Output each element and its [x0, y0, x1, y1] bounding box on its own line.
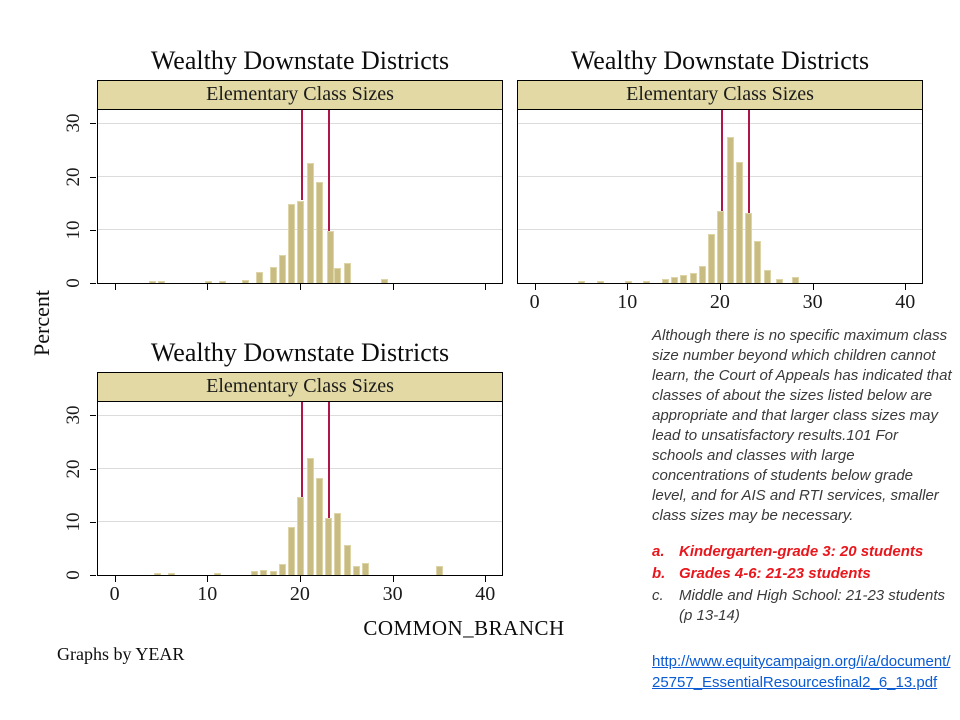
- histogram-bar: [344, 545, 351, 575]
- histogram-bar: [745, 213, 752, 283]
- x-tick: [905, 284, 906, 290]
- panel-subtitle-band: Elementary Class Sizes: [97, 372, 503, 402]
- y-tick: [90, 177, 96, 178]
- list-item-c: [652, 586, 952, 626]
- x-tick: [300, 284, 301, 290]
- y-tick-label: 30: [63, 405, 84, 425]
- x-tick: [627, 284, 628, 290]
- histogram-bar: [316, 478, 323, 575]
- histogram-bar: [279, 564, 286, 575]
- list-item-b: [652, 564, 952, 584]
- x-tick-label: 30: [382, 583, 403, 605]
- y-tick-label: 10: [63, 512, 84, 532]
- histogram-bar: [736, 162, 743, 283]
- y-tick-label: 0: [63, 278, 84, 288]
- x-tick-label: 30: [802, 291, 823, 313]
- histogram-panel-year3: [63, 336, 503, 607]
- x-axis-ticks: [517, 284, 923, 291]
- x-tick: [115, 284, 116, 290]
- x-tick: [485, 576, 486, 582]
- class-size-list: [652, 542, 952, 626]
- x-tick-label: 40: [475, 583, 496, 605]
- x-tick-label: 10: [617, 291, 638, 313]
- y-tick-label: 0: [63, 570, 84, 580]
- histogram-bar: [154, 573, 161, 575]
- x-tick-label: 10: [197, 583, 218, 605]
- histogram-bar: [260, 570, 267, 575]
- histogram-bar: [316, 182, 323, 283]
- panel-subtitle-band: Elementary Class Sizes: [97, 80, 503, 110]
- histogram-bar: [671, 277, 678, 283]
- x-tick: [813, 284, 814, 290]
- histogram-bar: [288, 527, 295, 575]
- histogram-bar: [708, 234, 715, 284]
- y-tick: [90, 575, 96, 576]
- histogram-bar: [625, 281, 632, 283]
- x-tick: [393, 576, 394, 582]
- histogram-bar: [297, 497, 304, 575]
- histogram-bar: [717, 211, 724, 283]
- reference-line: [721, 110, 723, 211]
- histogram-bar: [362, 563, 369, 575]
- y-tick-label: 30: [63, 113, 84, 133]
- x-tick: [300, 576, 301, 582]
- y-tick: [90, 415, 96, 416]
- panel-title: Wealthy Downstate Districts: [150, 46, 450, 75]
- x-tick-label: 20: [289, 583, 310, 605]
- histogram-bar: [325, 518, 332, 575]
- x-tick-label: 40: [895, 291, 916, 313]
- histogram-bar: [690, 273, 697, 283]
- x-tick: [207, 576, 208, 582]
- reference-line: [328, 402, 330, 518]
- notes-column: [652, 326, 952, 693]
- list-item-text: Kindergarten-grade 3: 20 students: [679, 543, 924, 560]
- x-tick-label: 20: [709, 291, 730, 313]
- y-tick: [90, 230, 96, 231]
- histogram-bar: [251, 571, 258, 575]
- plot-area: [517, 110, 923, 284]
- histogram-bar: [680, 275, 687, 283]
- x-tick-label: 0: [529, 291, 540, 313]
- histogram-bar: [662, 279, 669, 283]
- list-marker: b.: [652, 565, 666, 582]
- histogram-bar: [158, 281, 165, 283]
- y-tick: [90, 283, 96, 284]
- histogram-bar: [149, 281, 156, 283]
- histogram-panel-year1: [63, 44, 503, 291]
- panel-subtitle-band: Elementary Class Sizes: [517, 80, 923, 110]
- y-tick: [90, 522, 96, 523]
- histogram-bar: [219, 281, 226, 283]
- histogram-bar: [327, 231, 334, 283]
- x-axis-ticks: [97, 576, 503, 583]
- histogram-bar: [776, 279, 783, 283]
- notes-paragraph: Although there is no specific maximum class size number beyond which children cannot learn, the Court of Appeals has indicated that classes of about the sizes listed below are appropriate and that larger class sizes may lead to unsatisfactory results.101 For schools and classes with large concentrations of students below grade level, and for AIS and RTI services, smaller class sizes may be necessary.: [652, 327, 952, 524]
- x-tick-label: 0: [109, 583, 120, 605]
- x-tick: [720, 284, 721, 290]
- y-tick: [90, 469, 96, 470]
- histogram-bar: [270, 267, 277, 283]
- histogram-bar: [381, 279, 388, 283]
- figure-note: Graphs by YEAR: [57, 644, 185, 664]
- x-axis-labels: [97, 583, 503, 607]
- reference-line: [301, 110, 303, 200]
- panel-title: Wealthy Downstate Districts: [570, 46, 870, 75]
- histogram-bar: [334, 513, 341, 575]
- histogram-bar: [307, 458, 314, 575]
- reference-line: [748, 110, 750, 213]
- panel-title: Wealthy Downstate Districts: [150, 338, 450, 367]
- histogram-bar: [344, 263, 351, 283]
- histogram-bar: [270, 571, 277, 575]
- x-tick: [535, 284, 536, 290]
- list-marker: c.: [652, 587, 664, 604]
- histogram-bar: [297, 201, 304, 284]
- histogram-bar: [597, 281, 604, 283]
- y-tick: [90, 123, 96, 124]
- y-axis-title: Percent: [29, 290, 54, 356]
- x-tick: [485, 284, 486, 290]
- histogram-bar: [307, 163, 314, 283]
- histogram-bar: [754, 241, 761, 283]
- x-tick: [115, 576, 116, 582]
- histogram-bar: [727, 137, 734, 283]
- histogram-bar: [764, 270, 771, 283]
- plot-area: [97, 402, 503, 576]
- histogram-bar: [288, 204, 295, 283]
- y-tick-label: 20: [63, 167, 84, 187]
- histogram-panel-year2: [517, 44, 923, 315]
- list-item-text: Middle and High School: 21-23 students (p 13-14): [679, 587, 946, 624]
- histogram-bar: [168, 573, 175, 575]
- list-item-a: [652, 542, 952, 562]
- histogram-bar: [792, 277, 799, 283]
- y-tick-label: 20: [63, 459, 84, 479]
- histogram-bar: [256, 272, 263, 283]
- reference-line: [301, 402, 303, 497]
- x-axis-title: COMMON_BRANCH: [363, 616, 565, 640]
- y-tick-label: 10: [63, 220, 84, 240]
- reference-line: [328, 110, 330, 231]
- histogram-bar: [334, 268, 341, 283]
- histogram-bar: [436, 566, 443, 575]
- histogram-bar: [242, 280, 249, 283]
- histogram-bar: [578, 281, 585, 283]
- histogram-bar: [279, 255, 286, 283]
- plot-area: [97, 110, 503, 284]
- histogram-bar: [699, 266, 706, 283]
- histogram-bar: [353, 566, 360, 575]
- source-link[interactable]: http://www.equitycampaign.org/i/a/document/25757_EssentialResourcesfinal2_6_13.pdf: [652, 653, 951, 691]
- histogram-bar: [643, 281, 650, 283]
- x-axis-ticks: [97, 284, 503, 291]
- x-tick: [393, 284, 394, 290]
- x-axis-labels: [517, 291, 923, 315]
- x-tick: [207, 284, 208, 290]
- list-marker: a.: [652, 543, 665, 560]
- list-item-text: Grades 4-6: 21-23 students: [679, 565, 871, 582]
- histogram-bar: [214, 573, 221, 575]
- histogram-bar: [205, 281, 212, 283]
